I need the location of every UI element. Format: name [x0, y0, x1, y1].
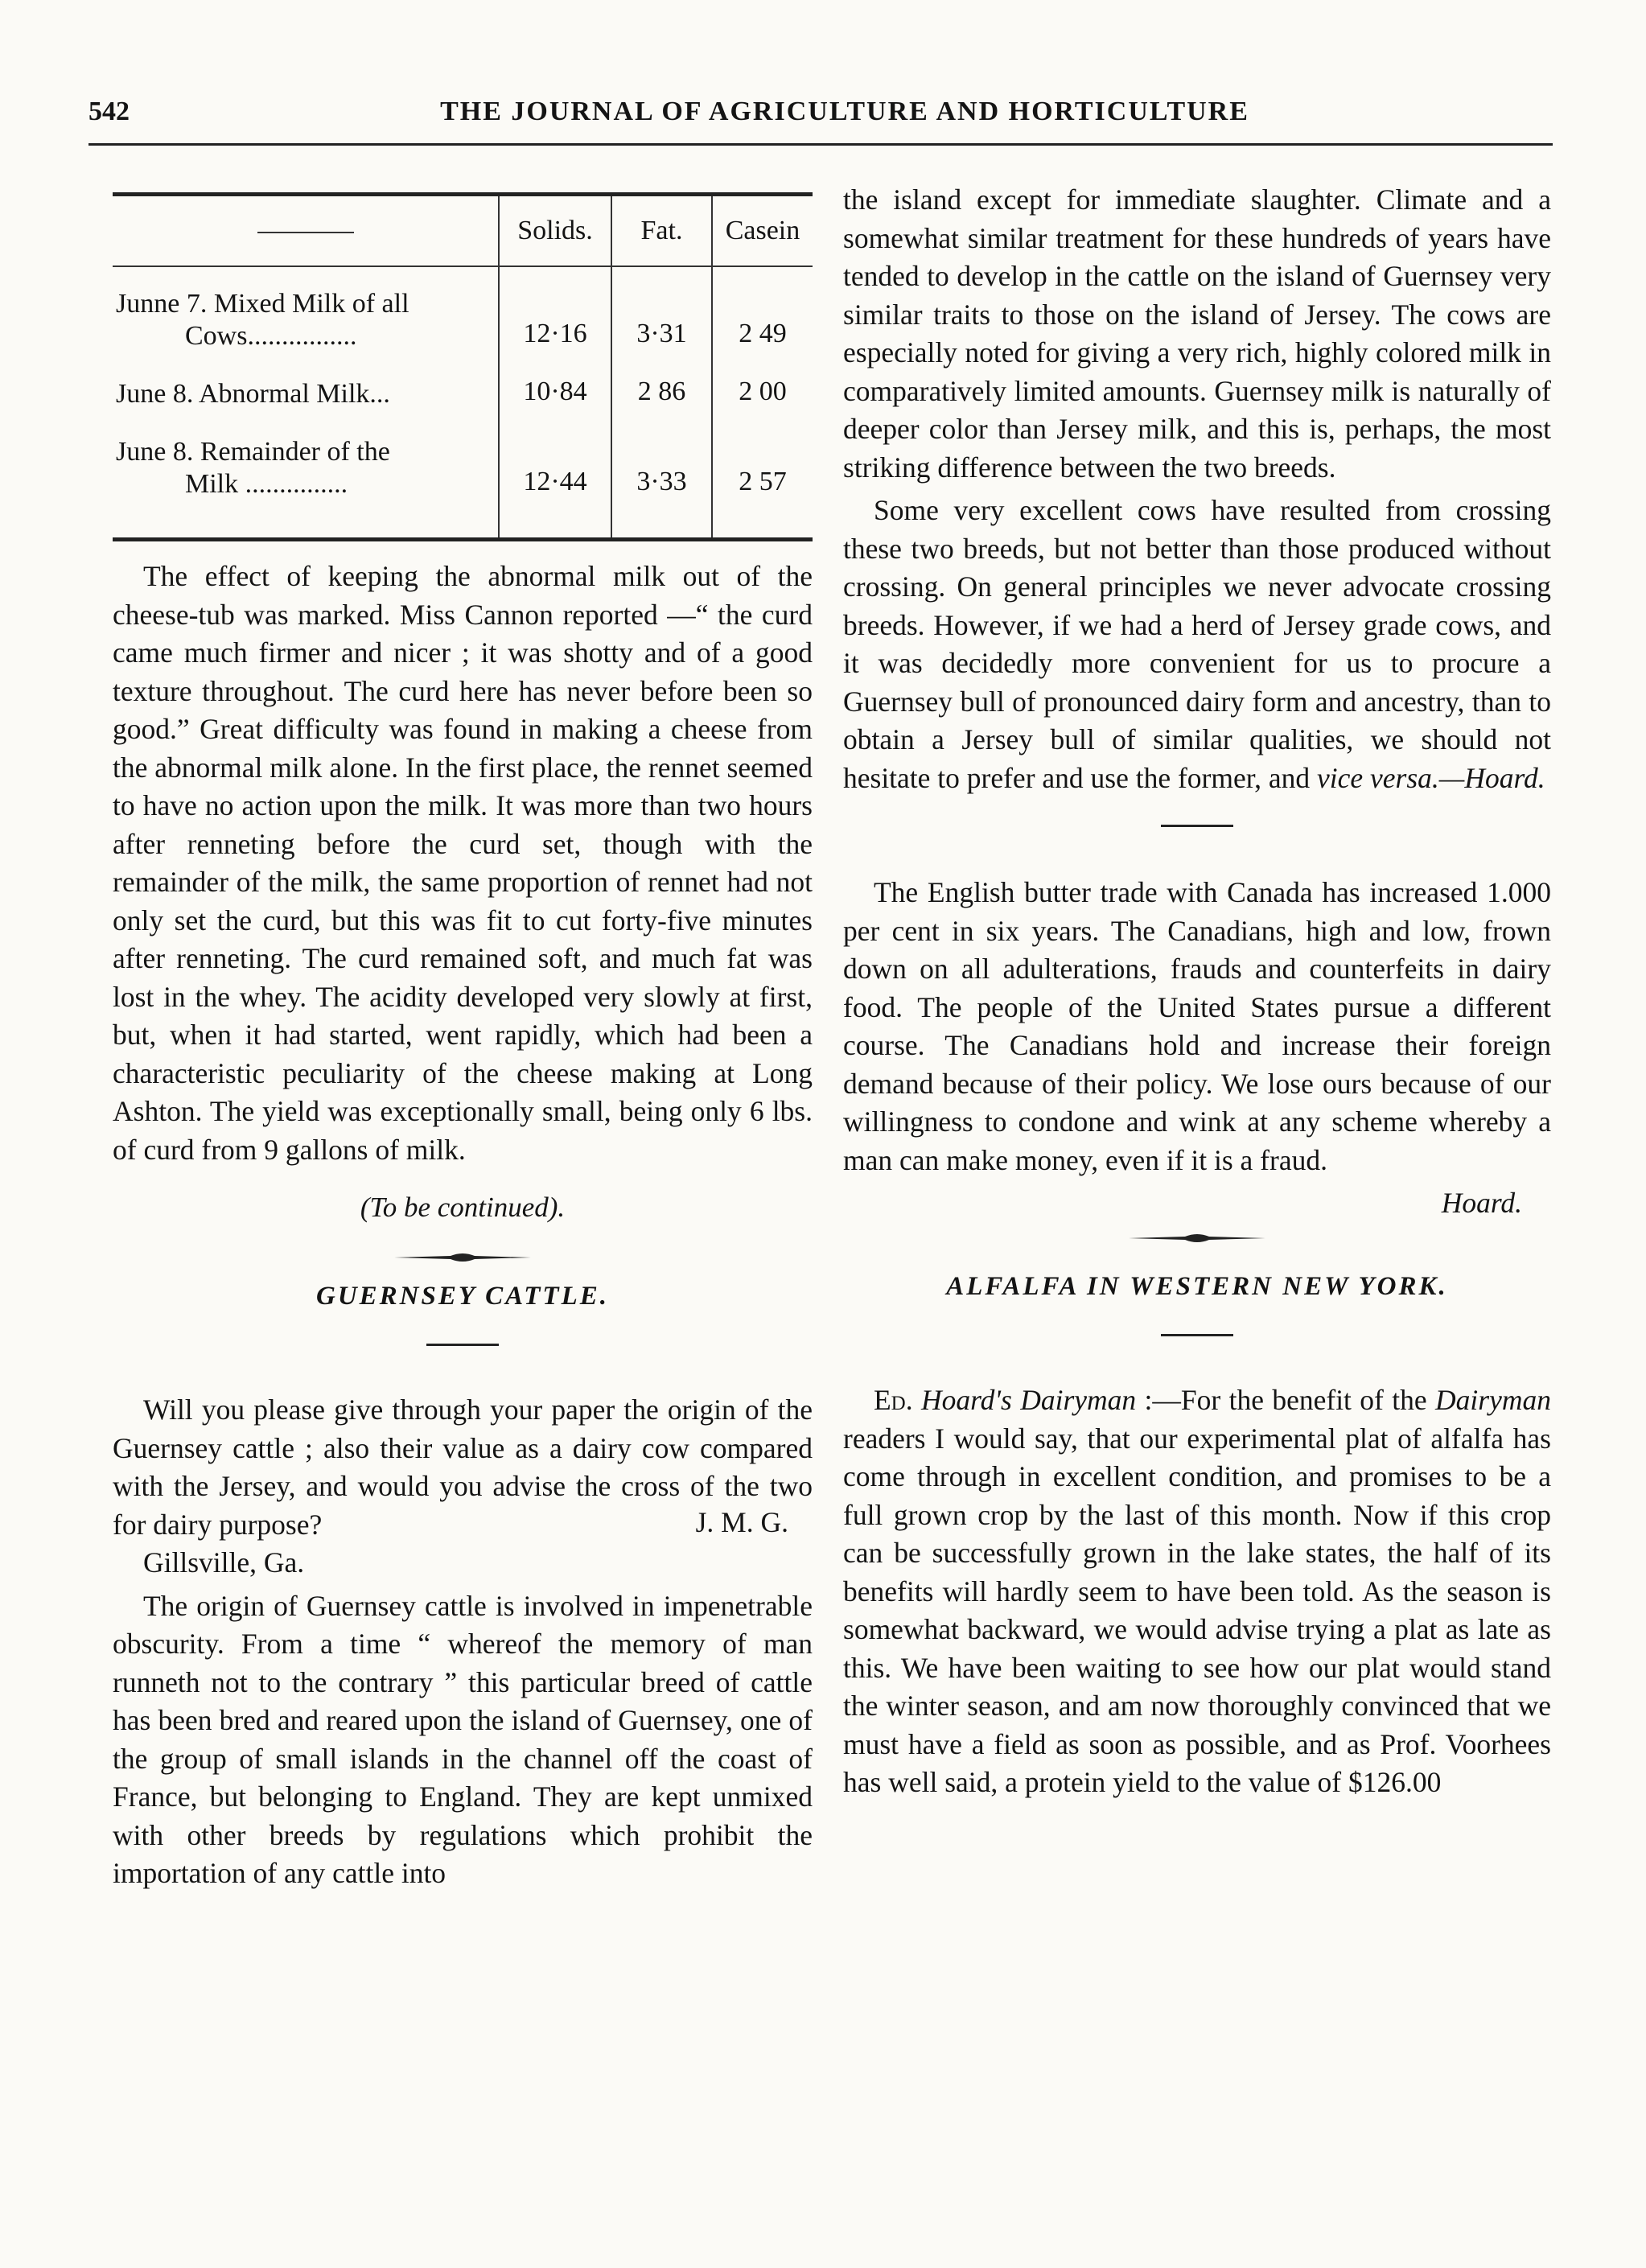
hoard-signature: Hoard. [1441, 1187, 1522, 1219]
hoards-dairyman: Hoard's Dairyman [921, 1384, 1137, 1416]
milk-table [113, 196, 813, 537]
table-row [113, 357, 813, 415]
hoard-inline-sig: —Hoard. [1438, 761, 1545, 794]
to-be-continued: (To be continued). [360, 1192, 566, 1223]
row-label-line1: June 8. Abnormal Milk... [116, 379, 390, 409]
header-rule [88, 143, 1553, 146]
table-header-blank [113, 196, 499, 266]
left-column [113, 181, 813, 1898]
ed-intro: :—For the benefit of the [1144, 1384, 1427, 1416]
row-label-line1: June 8. Remainder of the [116, 437, 390, 467]
heading-rule [426, 1344, 499, 1346]
row-label-line1: Junne 7. Mixed Milk of all [116, 289, 409, 319]
alfalfa-heading: ALFALFA IN WESTERN NEW YORK. [946, 1272, 1448, 1301]
table-row [113, 266, 813, 357]
vice-versa: vice versa. [1317, 761, 1439, 794]
heading-rule [1161, 1334, 1233, 1336]
reader-question: Will you please give through your paper the origin of the Guernsey cattle ; also their value as a dairy cow compared with the Jersey, and would you advise the cross of the two for dairy purpose? [113, 1393, 813, 1541]
right-column [843, 181, 1551, 1807]
col-header-casein: Casein [712, 196, 813, 266]
col-header-solids: Solids. [499, 196, 611, 266]
row-label [113, 357, 499, 415]
row-label-line2: Milk ............... [185, 469, 348, 499]
cell-solids: 12·16 [499, 266, 611, 357]
dairyman-word: Dairyman [1435, 1384, 1551, 1416]
row-label [113, 266, 499, 357]
crossing-text: Some very excellent cows have resulted from crossing these two breeds, but not better than those produced without crossing. On general principles we never advocate crossing breeds. However, if we had a herd of Jersey grade cows, and it was decidedly more convenient for us to procure a Guernsey bull of pronounced dairy form and ancestry, than to obtain a Jersey bull of similar qualities, we should not hesitate to prefer and use the former, and [843, 494, 1551, 794]
ornament-divider [1129, 1232, 1265, 1245]
table-bottom-rule [113, 537, 813, 541]
row-label [113, 415, 499, 505]
alfalfa-text: readers I would say, that our experimental plat of alfalfa has come through in excellent condition, and promises to be a full grown crop by the last of this month. Now if this crop can be successfully grown in the lake states, the half of its benefits will hardly seem to have been told. As the season is somewhat backward, we would advise trying a plat as late as this. We have been waiting to see how our plat would stand the winter season, and am now thoroughly convinced that we must have a field as soon as possible, and as Prof. Voorhees has well said, a protein yield to the value of $126.00 [843, 1422, 1551, 1798]
running-title: THE JOURNAL OF AGRICULTURE AND HORTICULTURE [440, 97, 1249, 126]
ed-prefix: Ed. [874, 1384, 913, 1416]
cell-casein: 2 57 [712, 415, 813, 505]
butter-trade-paragraph: The English butter trade with Canada has increased 1.000 per cent in six years. The Canadians, high and low, frown down on all adulterations, frauds and counterfeits in dairy food. The people of the United States pursue a different course. The Canadians hold and increase their foreign demand because of their policy. We lose ours because of our willingness to condone and wink at any scheme whereby a man can make money, even if it is a fraud. [843, 876, 1551, 1176]
crossing-paragraph [843, 492, 1551, 797]
col-header-fat: Fat. [611, 196, 712, 266]
cell-fat: 3·33 [611, 415, 712, 505]
row-label-line2: Cows................ [185, 321, 357, 351]
cell-fat: 2 86 [611, 357, 712, 415]
milk-analysis-table [113, 192, 813, 541]
guernsey-answer-continued: the island except for immediate slaughter. Climate and a somewhat similar treatment for these hundreds of years have tended to develop in the cattle on the island of Guernsey very similar traits to those on the island of Jersey. The cows are especially noted for giving a very rich, highly colored milk in comparatively limited amounts. Guernsey milk is naturally of deeper color than Jersey milk, and this is, perhaps, the most striking difference between the two breeds. [843, 183, 1551, 484]
cell-casein: 2 00 [712, 357, 813, 415]
table-spacer-row [113, 505, 813, 537]
ornament-divider [394, 1251, 531, 1264]
question-initials: J. M. G. [695, 1506, 788, 1538]
alfalfa-paragraph [843, 1381, 1551, 1802]
header-dash [257, 232, 354, 233]
cell-fat: 3·31 [611, 266, 712, 357]
page-header [88, 97, 1553, 145]
cell-solids: 12·44 [499, 415, 611, 505]
cell-solids: 10·84 [499, 357, 611, 415]
guernsey-answer: The origin of Guernsey cattle is involved in impenetrable obscurity. From a time “ whereof the memory of man runneth not to the contrary ” this particular breed of cattle has been bred and reared upon the island of Guernsey, one of the group of small islands in the channel off the coast of France, but belonging to England. They are kept unmixed with other breeds by regulations which prohibit the importation of any cattle into [113, 1589, 813, 1889]
page-number: 542 [88, 97, 130, 126]
table-header-row [113, 196, 813, 266]
cell-casein: 2 49 [712, 266, 813, 357]
cheese-paragraph: The effect of keeping the abnormal milk out of the cheese-tub was marked. Miss Cannon reported —“ the curd came much firmer and nicer ; it was shotty and of a good texture throughout. The curd here has never before been so good.” Great difficulty was found in making a cheese from the abnormal milk alone. In the first place, the rennet seemed to have no action upon the milk. It was more than two hours after renneting before the curd set, though with the remainder of the milk, the same proportion of rennet had not only set the curd, but this was fit to cut forty-five minutes after renneting. The curd remained soft, and much fat was lost in the whey. The acidity developed very slowly at first, but, when it had started, went rapidly, which had been a characteristic peculiarity of the cheese making at Long Ashton. The yield was exceptionally small, being only 6 lbs. of curd from 9 gallons of milk. [113, 560, 813, 1166]
guernsey-heading: GUERNSEY CATTLE. [316, 1282, 609, 1311]
question-place: Gillsville, Ga. [143, 1546, 305, 1579]
section-rule [1161, 825, 1233, 827]
table-row [113, 415, 813, 505]
